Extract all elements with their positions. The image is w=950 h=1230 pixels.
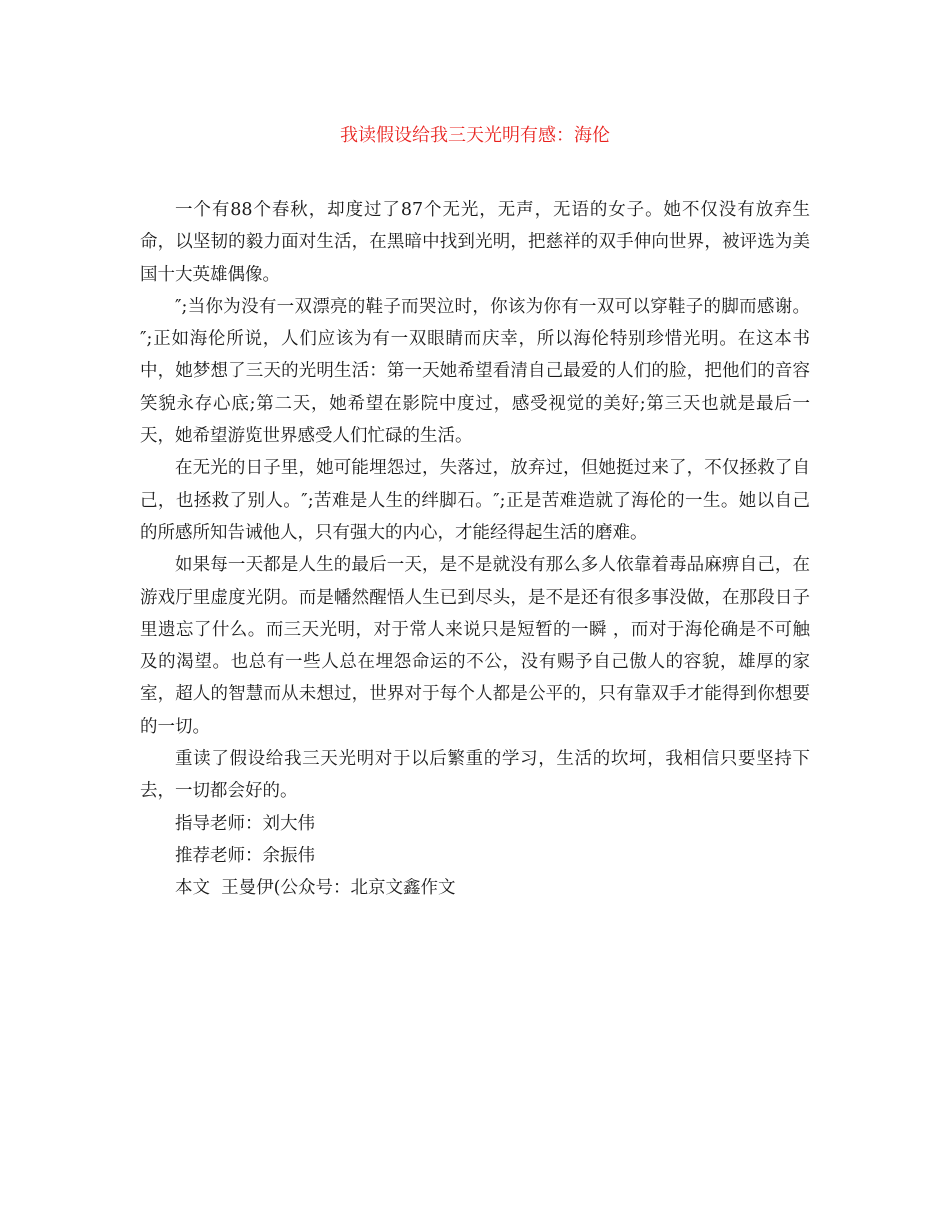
- paragraph-hardship: 在无光的日子里，她可能埋怨过，失落过，放弃过，但她挺过来了，不仅拯救了自己，也拯救了别人。″;苦难是人生的绊脚石。″;正是苦难造就了海伦的一生。她以自己的所感所知告诫他人，只有强大的内心，才能经得起生活的磨难。: [140, 458, 810, 543]
- paragraph-conclusion: 重读了假设给我三天光明对于以后繁重的学习，生活的坎坷，我相信只要坚持下去，一切都会好的。: [140, 749, 810, 802]
- paragraph-intro: 一个有88个春秋，却度过了87个无光，无声，无语的女子。她不仅没有放弃生命，以坚韧的毅力面对生活，在黑暗中找到光明，把慈祥的双手伸向世界，被评选为美国十大英雄偶像。: [140, 200, 810, 285]
- recommender-line: 推荐老师：余振伟: [175, 845, 315, 866]
- paragraph-reflection: 如果每一天都是人生的最后一天，是不是就没有那么多人依靠着毒品麻痹自己，在游戏厅里虚度光阴。而是幡然醒悟人生已到尽头，是不是还有很多事没做，在那段日子里遗忘了什么。而三天光明，对于常人来说只是短暂的一瞬 ，而对于海伦确是不可触及的渴望。也总有一些人总在埋怨命运的不公，没有赐予自己傲人的容貌，雄厚的家室，超人的智慧而从未想过，世界对于每个人都是公平的，只有靠双手才能得到你想要的一切。: [140, 555, 810, 737]
- author-line: 本文 王曼伊(公众号：北京文鑫作文: [175, 878, 456, 899]
- paragraph-quote-dream: ″;当你为没有一双漂亮的鞋子而哭泣时，你该为你有一双可以穿鞋子的脚而感谢。″;正如海伦所说，人们应该为有一双眼睛而庆幸，所以海伦特别珍惜光明。在这本书中，她梦想了三天的光明生活：第一天她希望看清自己最爱的人们的脸，把他们的音容笑貌永存心底;第二天，她希望在影院中度过，感受视觉的美好;第三天也就是最后一天，她希望游览世界感受人们忙碌的生活。: [140, 296, 810, 447]
- document-body: [140, 194, 810, 905]
- document-title: 我读假设给我三天光明有感：海伦: [340, 125, 610, 146]
- advisor-line: 指导老师：刘大伟: [175, 813, 315, 834]
